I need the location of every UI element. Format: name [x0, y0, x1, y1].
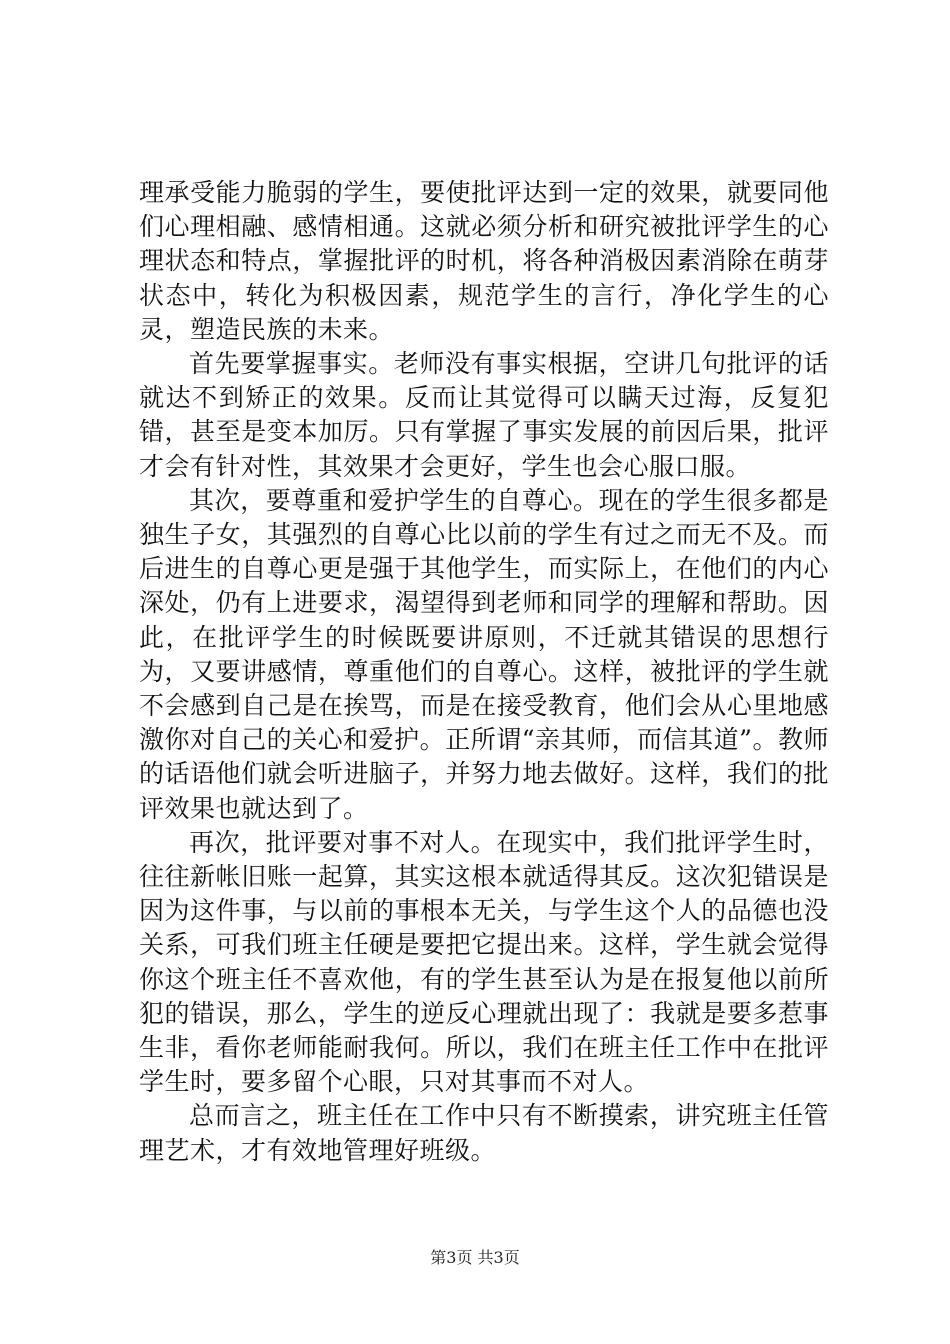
paragraph-2: 首先要掌握事实。老师没有事实根据，空讲几句批评的话就达不到矫正的效果。反而让其觉得可以瞒天过海，反复犯错，甚至是变本加厉。只有掌握了事实发展的前因后果，批评才会有针对性，其效果才会更好，学生也会心服口服。 — [139, 349, 829, 481]
paragraph-1: 理承受能力脆弱的学生，要使批评达到一定的效果，就要同他们心理相融、感情相通。这就必须分析和研究被批评学生的心理状态和特点，掌握批评的时机，将各种消极因素消除在萌芽状态中，转化为积极因素，规范学生的言行，净化学生的心灵，塑造民族的未来。 — [139, 178, 829, 344]
page-number-footer: 第3页 共3页 — [430, 1248, 520, 1267]
paragraph-5: 总而言之，班主任在工作中只有不断摸索，讲究班主任管理艺术，才有效地管理好班级。 — [139, 1101, 829, 1165]
paragraph-4: 再次，批评要对事不对人。在现实中，我们批评学生时，往往新帐旧账一起算，其实这根本就适得其反。这次犯错误是因为这件事，与以前的事根本无关，与学生这个人的品德也没关系，可我们班主任硬是要把它提出来。这样，学生就会觉得你这个班主任不喜欢他，有的学生甚至认为是在报复他以前所犯的错误，那么，学生的逆反心理就出现了：我就是要多惹事生非，看你老师能耐我何。所以，我们在班主任工作中在批评学生时，要多留个心眼，只对其事而不对人。 — [139, 827, 829, 1097]
paragraph-3: 其次，要尊重和爱护学生的自尊心。现在的学生很多都是独生子女，其强烈的自尊心比以前的学生有过之而无不及。而后进生的自尊心更是强于其他学生，而实际上，在他们的内心深处，仍有上进要求，渴望得到老师和同学的理解和帮助。因此，在批评学生的时候既要讲原则，不迁就其错误的思想行为，又要讲感情，尊重他们的自尊心。这样，被批评的学生就不会感到自己是在挨骂，而是在接受教育，他们会从心里地感激你对自己的关心和爱护。正所谓“亲其师，而信其道”。教师的话语他们就会听进脑子，并努力地去做好。这样，我们的批评效果也就达到了。 — [139, 485, 829, 823]
document-body — [139, 176, 829, 1168]
